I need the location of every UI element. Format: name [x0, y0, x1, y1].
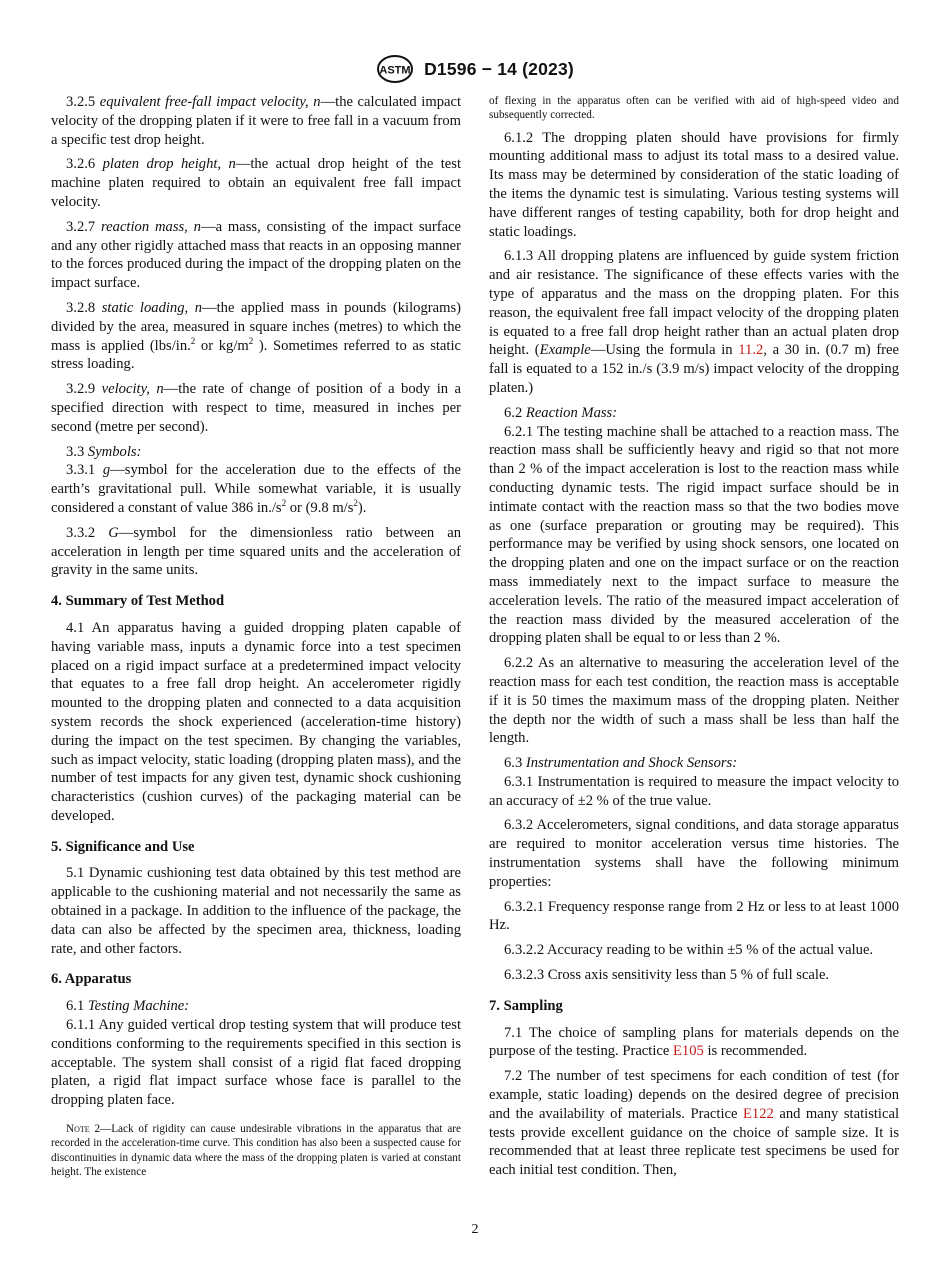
link-e105[interactable]: E105	[673, 1043, 704, 1060]
para-3-2-8: 3.2.8 static loading, n—the applied mass in pounds (kilograms) divided by the area, measured in square inches (metres) to which the mass is applied (lbs/in.$^2$ or $kg/m^2$ ). Sometimes referred to as static stress loading.	[51, 299, 461, 373]
right-column	[489, 94, 899, 1186]
link-11-2[interactable]: 11.2	[738, 342, 764, 359]
para-6-3-2-3: 6.3.2.3 Cross axis sensitivity less than 5 % of full scale.	[504, 967, 830, 984]
para-6-3-2: 6.3.2 Accelerometers, signal conditions, and data storage apparatus are required to monitor acceleration versus time histories. The instrumentation systems shall have the following minimum properties:	[489, 817, 899, 890]
section-heading-5: 5. Significance and Use	[51, 838, 195, 855]
page-header	[0, 54, 950, 84]
para-6-2-2: 6.2.2 As an alternative to measuring the acceleration level of the reaction mass for each test condition, the reaction mass is acceptable if it is 50 times the maximum mass of the dropping platen. Neither the depth nor the width of such a mass shall be less than half the length.	[489, 655, 899, 747]
note-2: Note 2—Lack of rigidity can cause undesirable vibrations in the apparatus that are recorded in the acceleration-time curve. This condition has also been a suspected cause for discontinuities in dynamic data where the mass of the dropping platen is varied at constant height. The existence	[51, 1123, 461, 1178]
para-6-1-2: 6.1.2 The dropping platen should have provisions for firmly mounting additional mass to adjust its total mass to a desired value. Its mass may be determined by consideration of the static loading of the items the dynamic test is simulating. Various testing systems will have different ranges of testing capability, both for drop height and static loadings.	[489, 129, 899, 240]
section-heading-4: 4. Summary of Test Method	[51, 593, 225, 610]
para-6-1-1: 6.1.1 Any guided vertical drop testing system that will produce test conditions conforming to the requirements specified in this section is acceptable. The system shall consist of a rigid flat faced dropping platen, a rigid flat impact surface whose face is parallel to the dropping platen face.	[51, 1017, 461, 1109]
astm-logo-icon	[376, 54, 414, 84]
para-3-2-5: 3.2.5 equivalent free-fall impact velocity, n—the calculated impact velocity of the dropping platen if it were to free fall in a vacuum from a specific test drop height.	[51, 94, 461, 148]
left-column	[51, 93, 461, 1179]
para-3-3: 3.3 Symbols:	[66, 443, 142, 460]
para-3-3-2: 3.3.2 G—symbol for the dimensionless ratio between an acceleration in length per time squared units and the acceleration of gravity in the same units.	[51, 524, 462, 579]
para-6-1: 6.1 Testing Machine:	[66, 998, 190, 1015]
para-6-2: 6.2 Reaction Mass:	[504, 404, 618, 421]
para-6-3: 6.3 Instrumentation and Shock Sensors:	[504, 755, 738, 772]
para-6-3-2-1: 6.3.2.1 Frequency response range from 2 Hz or less to at least 1000 Hz.	[489, 898, 899, 934]
para-3-2-9: 3.2.9 velocity, n—the rate of change of position of a body in a specified direction with respect to time, measured in inches per second (metre per second).	[51, 381, 461, 435]
svg-text:ASTM: ASTM	[379, 64, 411, 77]
document-id: D1596 − 14 (2023)	[424, 58, 574, 79]
section-heading-6: 6. Apparatus	[51, 971, 132, 988]
para-3-2-6: 3.2.6 platen drop height, n—the actual drop height of the test machine platen required to obtain an equivalent free fall impact velocity.	[51, 156, 461, 210]
para-6-3-2-2: 6.3.2.2 Accuracy reading to be within ±5 % of the actual value.	[504, 942, 874, 959]
para-6-3-1: 6.3.1 Instrumentation is required to measure the impact velocity to an accuracy of ±2 % of the true value.	[489, 773, 899, 809]
para-6-2-1: 6.2.1 The testing machine shall be attached to a reaction mass. The reaction mass shall be sufficiently heavy and rigid so that not more than 2 % of the impact acceleration is lost to the reaction mass while conducting dynamic tests. The rigid impact surface should be in intimate contact with the reaction mass so that the two bodies move as one (surface preparation or grouting may be required). This performance may be verified by using shock sensors, one located on the dropping platen and one on the impact surface or on the reaction mass immediately next to the impact surface to measure the acceleration levels. The ratio of the measured impact acceleration of the reaction mass divided by the measured acceleration of the dropping platen shall be equal to or less than 2 %.	[489, 423, 899, 647]
para-7-2: 7.2 The number of test specimens for each condition of test (for example, static loading) depends on the desired degree of precision and the availability of materials. Practice E122 and many statistical tests provide excellent guidance on the choice of sample size. It is recommended that at least three replicate test specimens be used for each initial test condition. Then,	[489, 1068, 900, 1179]
page-number: 2	[471, 1222, 479, 1237]
link-e122[interactable]: E122	[743, 1105, 774, 1122]
para-4-1: 4.1 An apparatus having a guided dropping platen capable of having variable mass, inputs a dynamic force into a test specimen placed on a rigid impact surface at a predetermined impact velocity that equates to a free fall drop height. An accelerometer rigidly mounted to the dropping platen and connected to a data acquisition system records the shock experienced (acceleration-time history) during the impact on the test specimen. By changing the variables, such as impact velocity, static loading (dropping platen mass), and the number of test impacts for any given test, dynamic shock cushioning characteristics (cushion curves) of the packaging material can be developed.	[51, 619, 461, 824]
para-3-3-1: 3.3.1 g—symbol for the acceleration due to the effects of the earth’s gravitational pull. While somewhat variable, it is usually considered a constant of value 386 $in./s^2$ or (9.8 $m/s^2$).	[51, 462, 462, 516]
para-7-1: 7.1 The choice of sampling plans for materials depends on the purpose of the testing. Practice E105 is recommended.	[489, 1024, 899, 1060]
note-2-continued: of flexing in the apparatus often can be verified with aid of high-speed video and subsequently corrected.	[489, 95, 899, 122]
para-3-2-7: 3.2.7 reaction mass, n—a mass, consisting of the impact surface and any other rigidly attached mass that reacts in an opposing manner to the forces produced during the impact of the dropping platen on the impact surface.	[51, 218, 462, 292]
section-heading-7: 7. Sampling	[489, 997, 563, 1014]
para-6-1-3: 6.1.3 All dropping platens are influenced by guide system friction and air resistance. The significance of these effects varies with the type of apparatus and the mass on the dropping platen. For this reason, the equivalent free fall impact velocity of the dropping platen is equated to a free fall drop height rather than an actual platen drop height. (Example—Using the formula in 11.2, a 30 in. (0.7 m) free fall is equated to a 152 in./s (3.9 m/s) impact velocity of the dropping platen.)	[489, 248, 899, 396]
para-5-1: 5.1 Dynamic cushioning test data obtained by this test method are applicable to the cushioning material and not necessarily the same as obtained in a package. In addition to the influence of the package, the data can also be affected by the specimen area, thickness, loading rate, and other factors.	[51, 865, 461, 957]
